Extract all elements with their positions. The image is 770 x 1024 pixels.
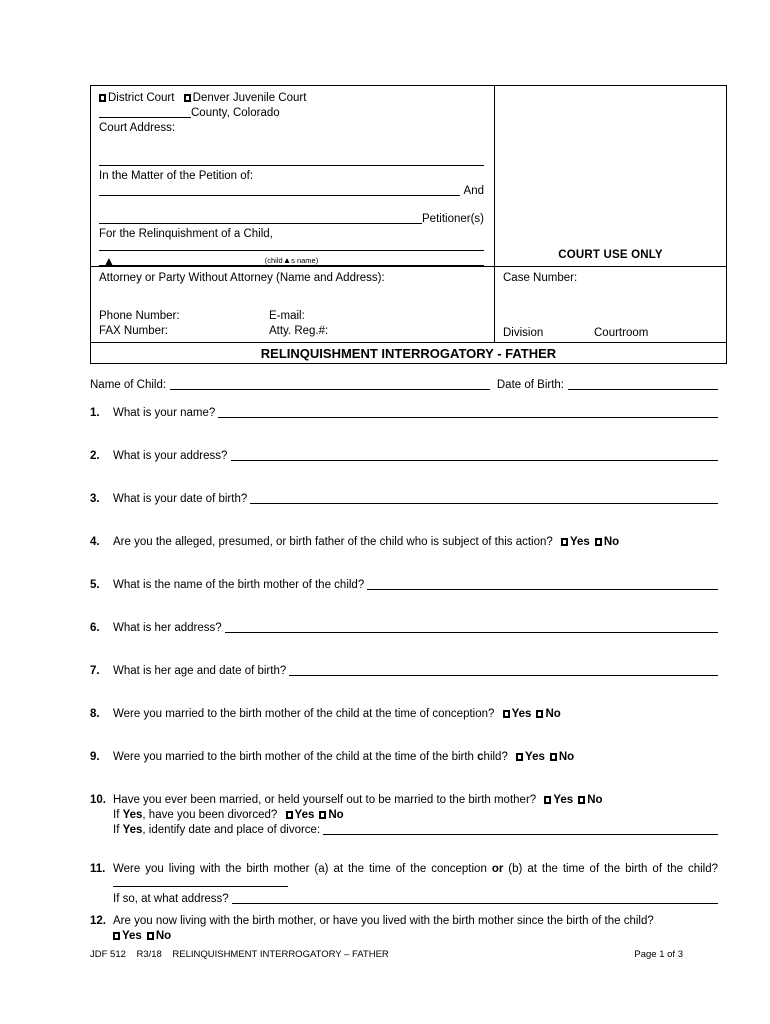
question-body <box>113 750 718 765</box>
question-text <box>113 449 231 464</box>
question-row <box>113 449 718 464</box>
question-body <box>113 492 718 507</box>
question-body <box>113 449 718 464</box>
checkbox-icon <box>544 796 551 804</box>
name-of-child-blank[interactable] <box>170 389 490 390</box>
question-number: 7. <box>90 665 100 677</box>
petitioner-two-blank[interactable] <box>99 223 422 224</box>
question-4 <box>90 535 718 550</box>
attorney-label: Attorney or Party Without Attorney (Name and Address): <box>99 272 385 284</box>
question-text: What is your date of birth? <box>113 493 251 505</box>
checkbox-label: No <box>603 536 620 548</box>
question-row <box>113 578 718 593</box>
question-text <box>113 578 367 593</box>
answer-line[interactable] <box>225 632 718 633</box>
court-address-line <box>99 121 484 136</box>
child-name-blank[interactable] <box>99 250 484 251</box>
question-text: , have you been divorced? <box>142 809 281 821</box>
petitioner-one-blank[interactable] <box>99 195 460 196</box>
question-row <box>113 664 718 679</box>
checkbox-label: Yes <box>122 930 142 942</box>
and-label: And <box>463 185 484 197</box>
question-text: If <box>113 809 123 821</box>
question-text <box>113 621 225 636</box>
question-text: What is your name? <box>113 407 219 419</box>
question-text: What is her address? <box>113 622 225 634</box>
question-row <box>113 750 718 765</box>
question-3 <box>90 492 718 507</box>
question-number: 2. <box>90 450 100 462</box>
checkbox-no[interactable] <box>578 794 602 806</box>
question-text: Have you ever been married, or held yourself out to be married to the birth mother? <box>113 794 540 806</box>
question-body <box>113 862 718 907</box>
question-text: What is your address? <box>113 450 231 462</box>
question-body <box>113 707 718 722</box>
form-title: RELINQUISHMENT INTERROGATORY - FATHER <box>260 345 557 361</box>
question-row <box>113 823 718 838</box>
answer-line[interactable] <box>323 834 718 835</box>
question-text <box>113 892 232 907</box>
court-address-blank-line <box>99 154 484 169</box>
question-body <box>113 664 718 679</box>
checkbox-icon <box>550 753 557 761</box>
question-text <box>113 664 289 679</box>
checkbox-label: No <box>545 708 561 720</box>
question-number: 12. <box>90 915 106 927</box>
pointer-triangle-icon: ▲ <box>103 254 115 268</box>
question-11 <box>90 862 718 907</box>
checkbox-icon <box>503 710 510 718</box>
checkbox-label: Yes <box>570 536 590 548</box>
name-of-child-row <box>90 378 718 393</box>
question-text: Were you married to the birth mother of the child at the time of the birth <box>113 751 478 763</box>
question-text: What is the name of the birth mother of the child? <box>113 579 368 591</box>
answer-line[interactable] <box>367 589 718 590</box>
answer-line[interactable] <box>289 675 718 676</box>
checkbox-label: No <box>155 930 172 942</box>
caption-box <box>90 85 727 364</box>
court-address-label: Court Address: <box>99 122 176 134</box>
question-9 <box>90 750 718 765</box>
division-label: Division <box>503 327 544 339</box>
county-blank[interactable] <box>99 117 191 118</box>
checkbox-label: No <box>328 809 344 821</box>
question-text: Are you now living with the birth mother, or have you lived with the birth mother since the birth of the child? <box>113 915 654 927</box>
checkbox-yes[interactable] <box>544 794 573 806</box>
question-text: (b) at the time of the birth of the child? <box>503 863 719 875</box>
answer-line[interactable] <box>113 877 288 887</box>
question-text: or <box>491 863 504 875</box>
court-use-only-label: COURT USE ONLY <box>558 249 663 261</box>
checkbox-label: Yes <box>294 809 315 821</box>
email-label: E-mail: <box>269 310 305 322</box>
district-court-label: District Court <box>108 92 175 104</box>
checkbox-icon <box>286 811 293 819</box>
question-row <box>113 914 718 929</box>
checkbox-icon <box>147 932 154 940</box>
footer-page-number: Page 1 of 3 <box>634 949 683 960</box>
court-use-only-cell <box>495 86 726 266</box>
question-text: , identify date and place of divorce: <box>142 824 324 836</box>
petition-label: In the Matter of the Petition of: <box>99 170 254 182</box>
checkbox-icon <box>578 796 585 804</box>
attorney-cell <box>91 267 495 342</box>
question-body <box>113 578 718 593</box>
question-text <box>113 823 323 838</box>
question-number: 8. <box>90 708 100 720</box>
question-text <box>113 492 250 507</box>
checkbox-icon <box>113 932 120 940</box>
court-address-blank[interactable] <box>99 165 484 166</box>
atty-reg-label: Atty. Reg.#: <box>269 325 329 337</box>
denver-juvenile-court-label: Denver Juvenile Court <box>192 92 307 104</box>
question-number: 5. <box>90 579 100 591</box>
question-text: What is her age and date of birth? <box>113 665 290 677</box>
question-text: c <box>477 751 484 763</box>
question-2 <box>90 449 718 464</box>
question-6 <box>90 621 718 636</box>
question-row <box>113 793 718 808</box>
checkbox-label: No <box>587 794 603 806</box>
answer-line[interactable] <box>231 460 718 461</box>
question-number: 1. <box>90 407 100 419</box>
petitioners-label: Petitioner(s) <box>422 213 484 225</box>
question-number: 3. <box>90 493 100 505</box>
question-number: 10. <box>90 794 106 806</box>
district-court-checkbox[interactable] <box>99 92 174 104</box>
question-row <box>113 892 718 907</box>
question-text: Were you married to the birth mother of the child at the time of conception? <box>113 708 498 720</box>
question-row <box>113 929 718 944</box>
checkbox-no[interactable] <box>147 930 171 942</box>
courtroom-label: Courtroom <box>594 327 649 339</box>
question-row <box>113 862 718 892</box>
fax-label: FAX Number: <box>99 325 169 337</box>
question-body <box>113 406 718 421</box>
question-row <box>113 492 718 507</box>
date-of-birth-blank[interactable] <box>568 389 718 390</box>
checkbox-icon <box>99 94 106 102</box>
question-text: hild? <box>483 751 512 763</box>
question-body <box>113 793 718 838</box>
checkbox-no[interactable] <box>550 751 574 763</box>
court-caption-row <box>91 86 726 267</box>
case-number-label: Case Number: <box>503 272 578 284</box>
date-of-birth-label: Date of Birth: <box>496 379 564 391</box>
question-body <box>113 914 718 944</box>
question-number: 6. <box>90 622 100 634</box>
checkbox-icon <box>184 94 191 102</box>
checkbox-icon <box>319 811 326 819</box>
county-label: County, Colorado <box>191 107 280 119</box>
question-text: Yes <box>122 809 143 821</box>
court-type-line <box>99 91 484 106</box>
question-text: If so, at what address? <box>113 893 232 905</box>
question-text: Were you living with the birth mother (a) at the time of the conception <box>113 863 492 875</box>
checkbox-yes[interactable] <box>503 708 532 720</box>
question-row <box>113 621 718 636</box>
question-7 <box>90 664 718 679</box>
answer-line[interactable] <box>232 903 718 904</box>
question-number: 11. <box>90 863 106 875</box>
question-row <box>113 406 718 421</box>
denver-juvenile-court-checkbox[interactable] <box>184 92 307 104</box>
question-text <box>113 406 218 421</box>
question-number: 4. <box>90 536 100 548</box>
questions-list <box>90 406 718 944</box>
question-8 <box>90 707 718 722</box>
case-number-cell <box>495 267 726 342</box>
child-name-caption: (child▲s name) <box>264 255 319 265</box>
relinquishment-label: For the Relinquishment of a Child, <box>99 228 273 240</box>
child-name-line <box>99 242 484 254</box>
relinquishment-line <box>99 227 484 242</box>
petitioner-one-line <box>99 184 484 199</box>
checkbox-yes[interactable] <box>561 536 590 548</box>
question-number: 9. <box>90 751 100 763</box>
checkbox-yes[interactable] <box>516 751 545 763</box>
question-body <box>113 535 718 550</box>
petitioner-two-line <box>99 212 484 227</box>
phone-label: Phone Number: <box>99 310 180 322</box>
checkbox-label: Yes <box>511 708 532 720</box>
question-text: Are you the alleged, presumed, or birth father of the child who is subject of this action? <box>113 536 556 548</box>
checkbox-yes[interactable] <box>113 930 142 942</box>
checkbox-label: Yes <box>525 751 545 763</box>
checkbox-no[interactable] <box>595 536 619 548</box>
question-12 <box>90 914 718 944</box>
answer-line[interactable] <box>218 417 718 418</box>
answer-line[interactable] <box>250 503 718 504</box>
checkbox-icon <box>536 710 543 718</box>
question-1 <box>90 406 718 421</box>
checkbox-no[interactable] <box>319 809 343 821</box>
attorney-case-row <box>91 267 726 343</box>
county-line <box>99 106 484 121</box>
checkbox-label: Yes <box>553 794 574 806</box>
checkbox-icon <box>595 538 602 546</box>
footer-form-id: JDF 512 R3/18 RELINQUISHMENT INTERROGATORY – FATHER <box>90 949 389 960</box>
checkbox-yes[interactable] <box>286 809 315 821</box>
form-title-row <box>91 343 726 363</box>
question-text: Yes <box>122 824 143 836</box>
page-footer <box>90 949 718 960</box>
petition-line <box>99 169 484 184</box>
checkbox-icon <box>561 538 568 546</box>
question-row <box>113 808 718 823</box>
checkbox-label: No <box>558 751 575 763</box>
pointer-triangle-icon: ▲ <box>282 255 292 265</box>
checkbox-icon <box>516 753 523 761</box>
question-row <box>113 535 718 550</box>
name-of-child-label: Name of Child: <box>90 379 167 391</box>
court-caption-cell <box>91 86 495 266</box>
attorney-contact-block <box>99 309 486 339</box>
checkbox-no[interactable] <box>536 708 560 720</box>
question-5 <box>90 578 718 593</box>
question-row <box>113 707 718 722</box>
question-body <box>113 621 718 636</box>
question-10 <box>90 793 718 838</box>
question-text: If <box>113 824 123 836</box>
child-name-caption-row <box>99 256 484 266</box>
